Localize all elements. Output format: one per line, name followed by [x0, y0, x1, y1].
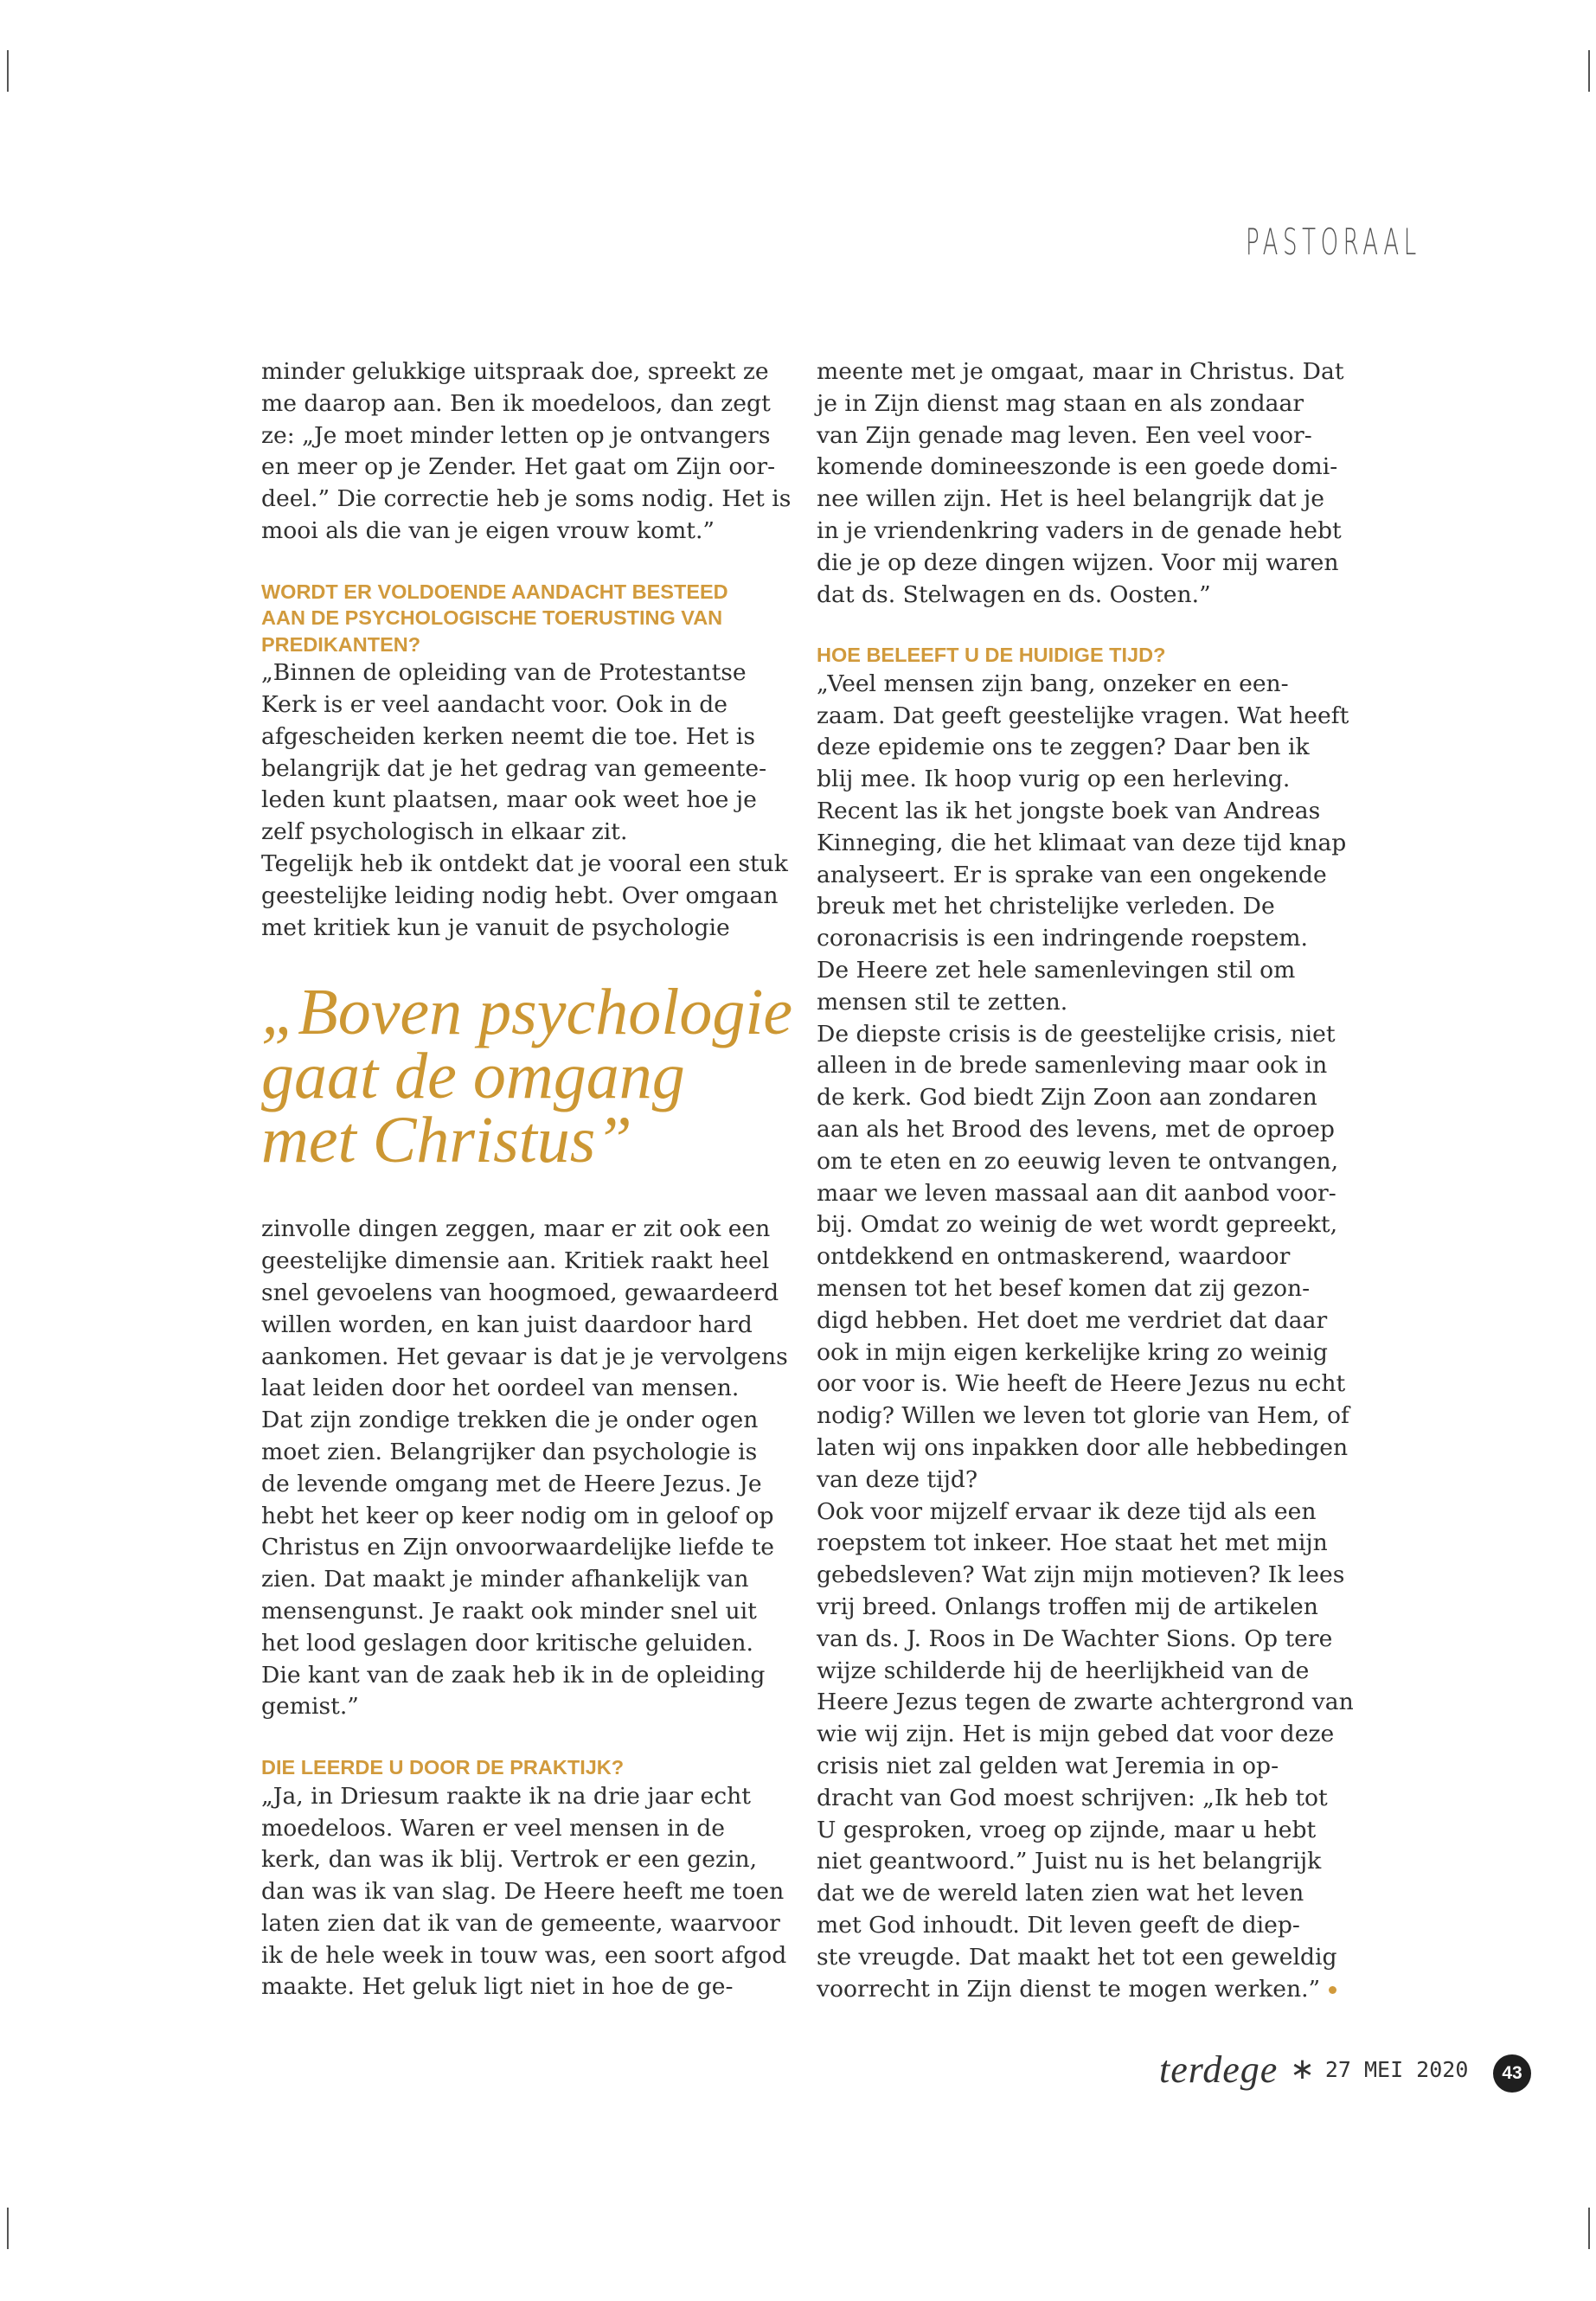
text-line: WORDT ER VOLDOENDE AANDACHT BESTEED [261, 580, 728, 603]
text-line: roepstem tot inkeer. Hoe staat het met mijn [817, 1529, 1328, 1557]
text-line: gaat de omgang [261, 1040, 685, 1113]
text-line: Kerk is er veel aandacht voor. Ook in de [261, 691, 727, 719]
end-mark-icon [1329, 1986, 1336, 1994]
text-line: Christus en Zijn onvoorwaardelijke liefde te [261, 1534, 775, 1561]
text-line: met kritiek kun je vanuit de psychologie [261, 913, 730, 941]
text-line: wie wij zijn. Het is mijn gebed dat voor deze [817, 1721, 1335, 1748]
text-line: aankomen. Het gevaar is dat je je vervolgens [261, 1343, 788, 1370]
left-paragraph-1 [261, 356, 792, 548]
text-line: ontdekkend en ontmaskerend, waardoor [817, 1243, 1291, 1271]
text-line: dracht van God moest schrijven: „Ik heb tot [817, 1784, 1328, 1811]
text-line: de levende omgang met de Heere Jezus. Je [261, 1470, 762, 1497]
text-line: HOE BELEEFT U DE HUIDIGE TIJD? [817, 644, 1166, 667]
pull-quote [261, 976, 793, 1177]
text-line: DIE LEERDE U DOOR DE PRAKTIJK? [261, 1756, 625, 1779]
text-line: gebedsleven? Wat zijn mijn motieven? Ik lees [817, 1561, 1345, 1589]
text-line: met Christus” [261, 1104, 632, 1177]
text-line: De diepste crisis is de geestelijke crisis, niet [817, 1020, 1336, 1048]
text-line: willen worden, en kan juist daardoor hard [261, 1311, 753, 1338]
page-number: 43 [1493, 2054, 1531, 2093]
text-line: maakte. Het geluk ligt niet in hoe de ge- [261, 1973, 734, 2001]
text-line: het lood geslagen door kritische geluiden. [261, 1629, 753, 1657]
text-line: om te eten en zo eeuwig leven te ontvangen, [817, 1147, 1339, 1175]
text-line: aan als het Brood des levens, met de oproep [817, 1116, 1335, 1144]
left-question-2 [261, 1754, 780, 1781]
text-line: digd hebben. Het doet me verdriet dat daar [817, 1306, 1328, 1334]
text-line: U gesproken, vroeg op zijnde, maar u hebt [817, 1816, 1317, 1843]
left-paragraph-3 [261, 1214, 788, 1723]
text-line: laten wij ons inpakken door alle hebbedingen [817, 1434, 1349, 1461]
text-line: AAN DE PSYCHOLOGISCHE TOERUSTING VAN [261, 606, 723, 630]
text-line: bij. Omdat zo weinig de wet wordt gepreekt, [817, 1211, 1338, 1239]
magazine-logo: terdege [1159, 2048, 1279, 2091]
text-line: „Ja, in Driesum raakte ik na drie jaar echt [261, 1782, 751, 1810]
text-line: geestelijke leiding nodig hebt. Over omgaan [261, 881, 779, 909]
text-line: moet zien. Belangrijker dan psychologie is [261, 1439, 758, 1466]
text-line: en meer op je Zender. Het gaat om Zijn oor- [261, 453, 776, 481]
asterisk-icon: ∗ [1290, 2052, 1315, 2086]
text-line: laat leiden door het oordeel van mensen. [261, 1375, 740, 1402]
right-paragraph-1 [817, 356, 1344, 611]
footer [1159, 2045, 1468, 2093]
text-line: mooi als die van je eigen vrouw komt.” [261, 516, 715, 544]
text-line: oor voor is. Wie heeft de Heere Jezus nu echt [817, 1370, 1346, 1398]
text-line: „Veel mensen zijn bang, onzeker en een- [817, 670, 1289, 697]
text-line: dat ds. Stelwagen en ds. Oosten.” [817, 580, 1211, 608]
text-line: blij mee. Ik hoop vurig op een herleving. [817, 766, 1291, 793]
text-line: crisis niet zal gelden wat Jeremia in op- [817, 1752, 1279, 1779]
text-line: Dat zijn zondige trekken die je onder ogen [261, 1407, 759, 1434]
text-line: meente met je omgaat, maar in Christus. Dat [817, 358, 1344, 385]
text-line: me daarop aan. Ben ik moedeloos, dan zegt [261, 389, 771, 417]
text-line: afgescheiden kerken neemt die toe. Het is [261, 722, 755, 750]
crop-mark-bottom-right [1588, 2208, 1590, 2249]
text-line: die je op deze dingen wijzen. Voor mij waren [817, 548, 1339, 576]
text-line: maar we leven massaal aan dit aanbod voor- [817, 1179, 1336, 1207]
text-line: ik de hele week in touw was, een soort afgod [261, 1941, 787, 1969]
text-line: dan was ik van slag. De Heere heeft me toen [261, 1878, 785, 1906]
text-line: zien. Dat maakt je minder afhankelijk van [261, 1566, 749, 1593]
left-paragraph-2 [261, 657, 788, 944]
text-line: ook in mijn eigen kerkelijke kring zo weinig [817, 1338, 1328, 1366]
left-column [261, 356, 793, 2003]
right-paragraph-2 [817, 669, 1354, 2005]
text-line: alleen in de brede samenleving maar ook in [817, 1052, 1328, 1080]
text-line: breuk met het christelijke verleden. De [817, 893, 1275, 920]
text-line: minder gelukkige uitspraak doe, spreekt ze [261, 358, 769, 385]
text-line: voorrecht in Zijn dienst te mogen werken.” [817, 1974, 1336, 2006]
text-line: belangrijk dat je het gedrag van gemeente- [261, 754, 767, 782]
text-line: deel.” Die correctie heb je soms nodig. Het is [261, 485, 792, 513]
text-line: dat we de wereld laten zien wat het leven [817, 1880, 1304, 1907]
text-line: van Zijn genade mag leven. Een veel voor- [817, 421, 1312, 449]
text-line: wijze schilderde hij de heerlijkheid van de [817, 1657, 1310, 1684]
section-label: PASTORAAL [1246, 221, 1421, 263]
text-line: geestelijke dimensie aan. Kritiek raakt heel [261, 1247, 770, 1275]
text-line: komende domineeszonde is een goede domi- [817, 453, 1338, 481]
text-line: van ds. J. Roos in De Wachter Sions. Op tere [817, 1625, 1333, 1652]
text-line: vrij breed. Onlangs troffen mij de artikelen [817, 1593, 1318, 1620]
text-line: van deze tijd? [817, 1465, 978, 1493]
text-line: Ook voor mijzelf ervaar ik deze tijd als een [817, 1497, 1317, 1525]
text-line: deze epidemie ons te zeggen? Daar ben ik [817, 734, 1310, 761]
text-line: De Heere zet hele samenlevingen stil om [817, 957, 1296, 984]
text-line: Recent las ik het jongste boek van Andreas [817, 798, 1321, 825]
right-question-1 [817, 642, 1336, 669]
text-line: PREDIKANTEN? [261, 632, 421, 656]
text-line: mensengunst. Je raakt ook minder snel uit [261, 1598, 757, 1625]
text-line: hebt het keer op keer nodig om in geloof op [261, 1502, 774, 1529]
text-line: Tegelijk heb ik ontdekt dat je vooral een stuk [261, 850, 788, 878]
crop-mark-bottom-left [7, 2208, 9, 2249]
text-line: ze: „Je moet minder letten op je ontvangers [261, 421, 771, 449]
text-line: zelf psychologisch in elkaar zit. [261, 818, 628, 846]
text-line: „Binnen de opleiding van de Protestantse [261, 659, 747, 687]
text-line: zaam. Dat geeft geestelijke vragen. Wat heeft [817, 702, 1349, 729]
text-line: laten zien dat ik van de gemeente, waarvoor [261, 1909, 780, 1937]
text-line: mensen stil te zetten. [817, 988, 1068, 1016]
text-line: niet geantwoord.” Juist nu is het belangrijk [817, 1848, 1322, 1875]
text-line: coronacrisis is een indringende roepstem. [817, 925, 1308, 952]
text-line: kerk, dan was ik blij. Vertrok er een gezin, [261, 1846, 758, 1874]
left-paragraph-4 [261, 1781, 787, 2004]
text-line: leden kunt plaatsen, maar ook weet hoe je [261, 786, 757, 814]
text-line: nee willen zijn. Het is heel belangrijk dat je [817, 485, 1324, 513]
text-line: Heere Jezus tegen de zwarte achtergrond van [817, 1689, 1354, 1716]
issue-date: 27 MEI 2020 [1324, 2056, 1469, 2082]
text-line: zinvolle dingen zeggen, maar er zit ook een [261, 1215, 771, 1243]
right-column [817, 356, 1354, 2005]
text-line: ste vreugde. Dat maakt het tot een geweldig [817, 1943, 1337, 1971]
text-line: in je vriendenkring vaders in de genade hebt [817, 516, 1342, 544]
text-line: gemist.” [261, 1693, 359, 1721]
text-line: snel gevoelens van hoogmoed, gewaardeerd [261, 1279, 779, 1307]
text-line: de kerk. God biedt Zijn Zoon aan zondaren [817, 1084, 1317, 1112]
text-line: Kinneging, die het klimaat van deze tijd knap [817, 829, 1347, 856]
text-line: analyseert. Er is sprake van een ongekende [817, 861, 1327, 888]
text-line: je in Zijn dienst mag staan en als zondaar [817, 389, 1304, 417]
text-line: Die kant van de zaak heb ik in de opleiding [261, 1661, 766, 1689]
text-line: nodig? Willen we leven tot glorie van Hem, of [817, 1402, 1349, 1430]
crop-mark-top-left [7, 50, 9, 92]
left-question-1 [261, 579, 780, 658]
text-line: mensen tot het besef komen dat zij gezon- [817, 1275, 1311, 1303]
crop-mark-top-right [1588, 50, 1590, 92]
text-line: „Boven psychologie [261, 976, 793, 1049]
text-line: moedeloos. Waren er veel mensen in de [261, 1814, 725, 1842]
text-line: met God inhoudt. Dit leven geeft de diep- [817, 1911, 1300, 1939]
